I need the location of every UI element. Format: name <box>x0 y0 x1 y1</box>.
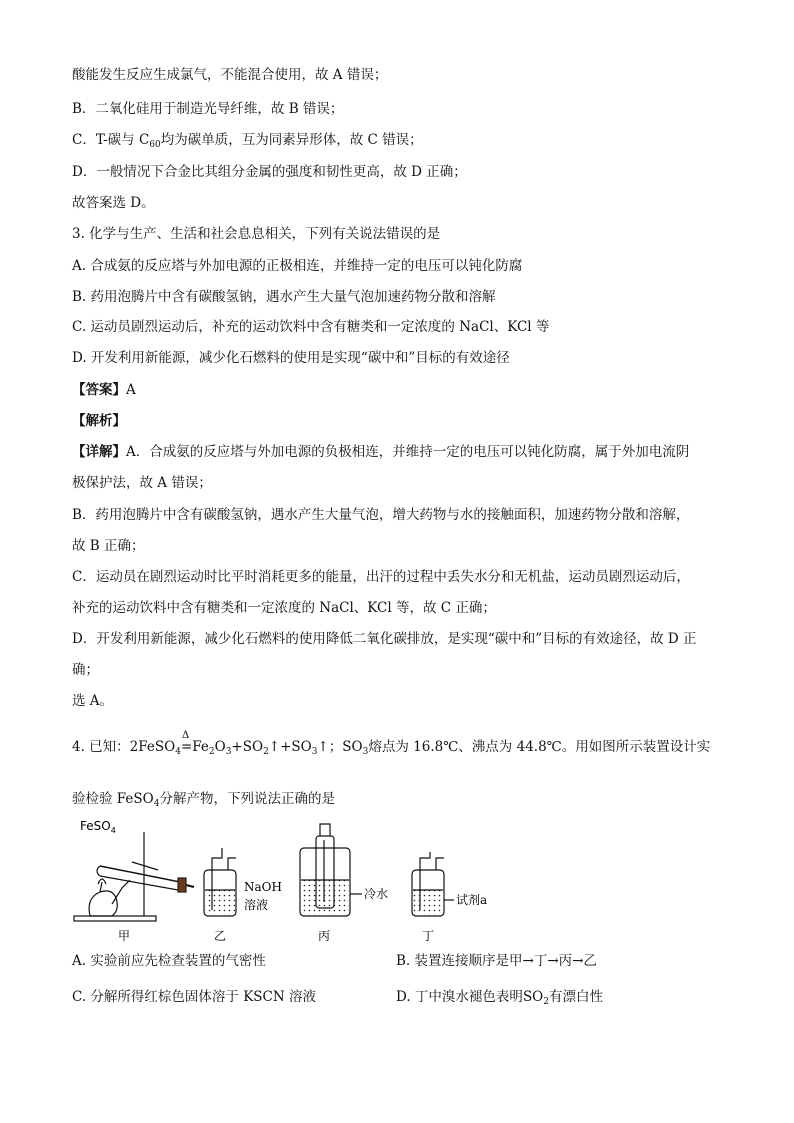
q3-explain-5: C．运动员在剧烈运动时比平时消耗更多的能量，出汗的过程中丢失水分和无机盐，运动员剧烈运动后， <box>72 569 690 585</box>
q4-stem-line-1: 4. 已知：2FeSO$_4$ Δ $=Fe_2O_3+SO_2↑+SO_3↑$；$SO_3$熔点为 16.8℃、沸点为 44.8℃。用如图所示装置设计实 <box>72 730 711 757</box>
apparatus-figure <box>72 818 552 948</box>
q4-option-b: B. 装置连接顺序是甲→丁→丙→乙 <box>396 953 597 969</box>
q3-explain-7: D．开发利用新能源，减少化石燃料的使用降低二氧化碳排放，是实现“碳中和”目标的有效途径，故 D 正 <box>72 631 697 647</box>
feso4-label: FeSO$_4$ <box>80 819 116 835</box>
q3-stem: 3. 化学与生产、生活和社会息息相关，下列有关说法错误的是 <box>72 226 441 242</box>
apparatus-ding <box>412 852 454 916</box>
q3-explain-9: 选 A。 <box>72 693 114 709</box>
prev-line-1: 酸能发生反应生成氯气，不能混合使用，故 A 错误； <box>72 67 388 83</box>
q3-option-b: B. 药用泡腾片中含有碳酸氢钠，遇水产生大量气泡加速药物分散和溶解 <box>72 289 496 305</box>
q4-option-c: C. 分解所得红棕色固体溶于 KSCN 溶液 <box>72 989 316 1005</box>
prev-line-3: C．T-碳与 $C_{60}$均为碳单质，互为同素异形体，故 C 错误； <box>72 132 423 150</box>
prev-line-5: 故答案选 D。 <box>72 195 155 211</box>
q3-option-d: D. 开发利用新能源，减少化石燃料的使用是实现“碳中和”目标的有效途径 <box>72 350 510 366</box>
apparatus-jia <box>74 832 194 921</box>
prev-line-4: D．一般情况下合金比其组分金属的强度和韧性更高，故 D 正确； <box>72 164 467 180</box>
q3-option-c: C. 运动员剧烈运动后，补充的运动饮料中含有糖类和一定浓度的 NaCl、KCl 等 <box>72 319 550 335</box>
q3-option-a: A. 合成氨的反应塔与外加电源的正极相连，并维持一定的电压可以钝化防腐 <box>72 258 523 274</box>
q3-answer: 【答案】A <box>72 382 136 398</box>
q3-explain-1: 【详解】A．合成氨的反应塔与外加电源的负极相连，并维持一定的电压可以钝化防腐，属于外加电流阴 <box>72 444 690 460</box>
q3-explain-6: 补充的运动饮料中含有糖类和一定浓度的 NaCl、KCl 等，故 C 正确； <box>72 600 496 616</box>
naoh-label: NaOH <box>244 880 282 894</box>
q3-explain-4: 故 B 正确； <box>72 538 145 554</box>
cold-water-label: 冷水 <box>364 887 389 901</box>
label-ding: 丁 <box>422 929 435 943</box>
apparatus-bing <box>300 824 362 916</box>
label-bing: 丙 <box>318 929 331 943</box>
q4-option-a: A. 实验前应先检查装置的气密性 <box>72 953 266 969</box>
q3-explain-8: 确； <box>72 662 99 678</box>
q4-stem-line-2: 验检验 FeSO$_4$分解产物，下列说法正确的是 <box>72 791 335 809</box>
q3-analysis-label: 【解析】 <box>72 413 126 429</box>
q4-option-d: D. 丁中溴水褪色表明$SO_2$有漂白性 <box>396 989 603 1007</box>
reagent-a-label: 试剂a <box>456 893 488 907</box>
label-yi: 乙 <box>214 929 227 943</box>
apparatus-yi <box>204 848 236 916</box>
delta-symbol: Δ = <box>180 730 193 755</box>
naoh-solution-label: 溶液 <box>244 898 269 912</box>
label-jia: 甲 <box>118 929 131 943</box>
q3-explain-2: 极保护法，故 A 错误； <box>72 475 212 491</box>
q3-explain-3: B．药用泡腾片中含有碳酸氢钠，遇水产生大量气泡，增大药物与水的接触面积，加速药物分散和溶解， <box>72 507 690 523</box>
prev-line-2: B．二氧化硅用于制造光导纤维，故 B 错误； <box>72 101 344 117</box>
